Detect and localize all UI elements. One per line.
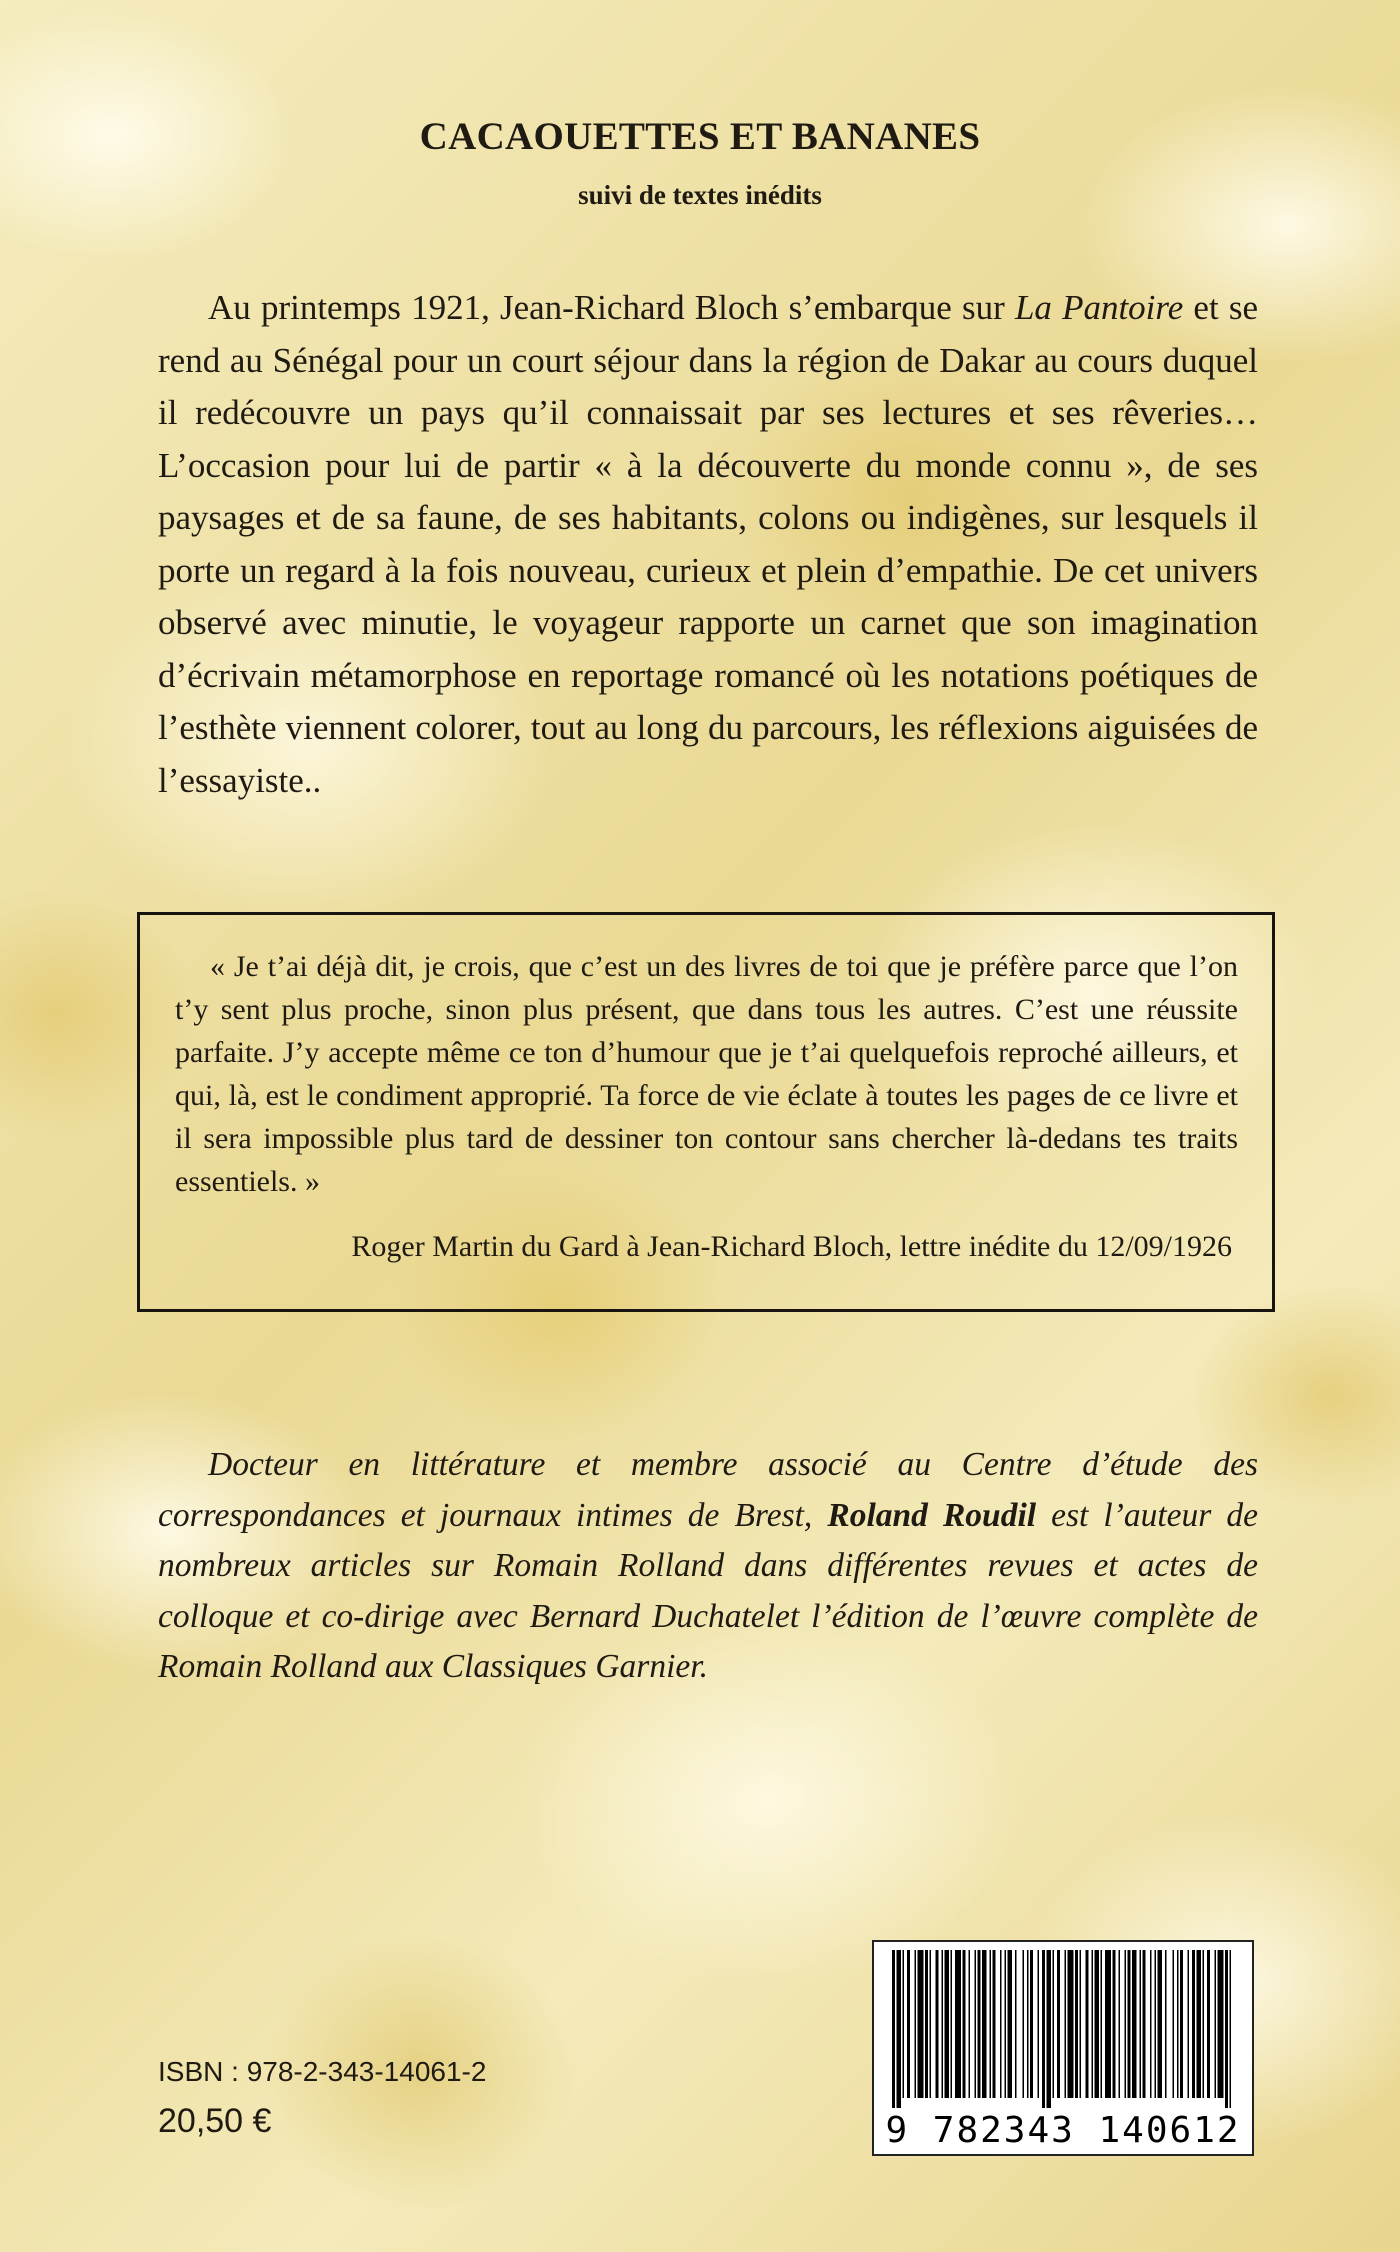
barcode-bars-icon [882,1950,1244,2108]
synopsis-text-end: et se rend au Sénégal pour un court séjour dans la région de Dakar au cours duquel il redécouvre un pays qu’il connaissait par ses lectures et ses rêveries… L’occasion pour lui de partir « à la découverte du monde connu », de ses paysages et de sa faune, de ses habitants, colons ou indigènes, sur lesquels il porte un regard à la fois nouveau, curieux et plein d’empathie. De cet univers observé avec minutie, le voyageur rapporte un carnet que son imagination d’écrivain métamorphose en reportage romancé où les notations poétiques de l’esthète viennent colorer, tout au long du parcours, les réflexions aiguisées de l’essayiste.. [158,288,1258,800]
author-name: Roland Roudil [827,1496,1037,1534]
isbn-label: ISBN : 978-2-343-14061-2 [158,2056,487,2087]
barcode [872,1940,1254,2156]
synopsis-paragraph [158,282,1258,807]
book-subtitle: suivi de textes inédits [578,180,822,210]
ship-name: La Pantoire [1014,288,1184,327]
quote-text: « Je t’ai déjà dit, je crois, que c’est un des livres de toi que je préfère parce que l’on t’y sent plus proche, sinon plus présent, que dans tous les autres. C’est une réussite parfaite. J’y accepte même ce ton d’humour que je t’ai quelquefois reproché ailleurs, et qui, là, est le condiment approprié. Ta force de vie éclate à toutes les pages de ce livre et il sera impossible plus tard de dessiner ton contour sans chercher là-dedans tes traits essentiels. » [175,950,1238,1198]
author-bio [158,1440,1258,1693]
price-label: 20,50 € [158,2102,272,2140]
quote-box [137,912,1275,1312]
quote-attribution: Roger Martin du Gard à Jean-Richard Bloch, lettre inédite du 12/09/1926 [351,1230,1232,1263]
book-title: CACAOUETTES ET BANANES [419,115,981,158]
barcode-number: 9 782343 140612 [885,2110,1241,2151]
synopsis-text-start: Au printemps 1921, Jean-Richard Bloch s’embarque sur [208,288,1015,327]
bio-text-end: est l’auteur de nombreux articles sur Romain Rolland dans différentes revues et actes de colloque et co-dirige avec Bernard Duchatelet l’édition de l’œuvre complète de Romain Rolland aux Classiques Garnier. [158,1496,1258,1685]
bio-text-start: Docteur en littérature et membre associé au Centre d’étude des correspondances et journaux intimes de Brest, [158,1446,1258,1534]
